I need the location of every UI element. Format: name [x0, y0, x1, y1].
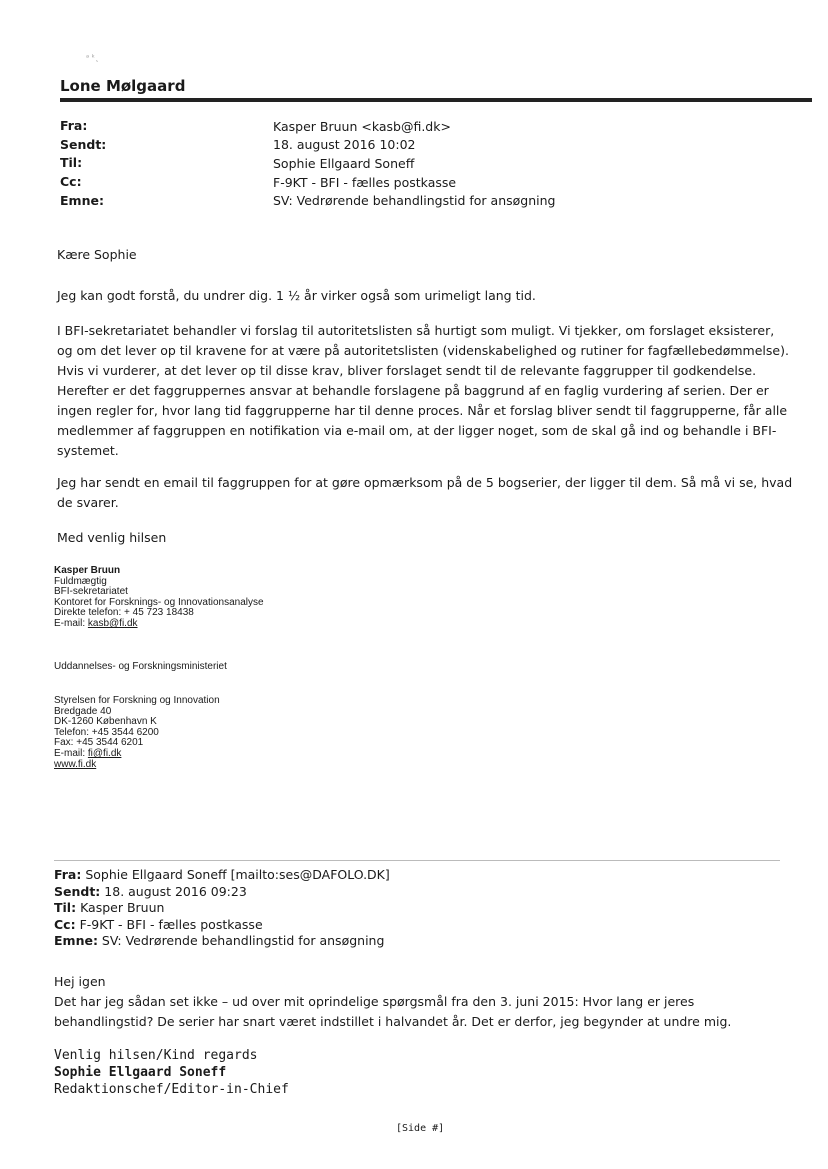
- signature-email-label: E-mail:: [54, 617, 88, 629]
- header-rule: [60, 98, 812, 102]
- paragraph-1: Jeg kan godt forstå, du undrer dig. 1 ½ år virker også som urimeligt lang tid.: [57, 288, 536, 303]
- agency-email-link[interactable]: fi@fi.dk: [87, 747, 122, 759]
- paragraph-2-line: Herefter er det faggruppernes ansvar at behandle forslagene på baggrund af en faglig vurdering af serien. Der er: [57, 383, 769, 398]
- agency-website-link[interactable]: www.fi.dk: [54, 758, 97, 770]
- paragraph-3: [57, 473, 797, 513]
- fwd-cc-value: F-9KT - BFI - fælles postkasse: [75, 916, 263, 932]
- fwd-body-line: Det har jeg sådan set ikke – ud over mit oprindelige spørgsmål fra den 3. juni 2015: Hvor lang er jeres: [54, 994, 695, 1009]
- fwd-subject-value: SV: Vedrørende behandlingstid for ansøgning: [97, 933, 385, 949]
- paragraph-3-line: Jeg har sendt en email til faggruppen for at gøre opmærksom på de 5 bogserier, der ligger til dem. Så må vi se, hvad: [57, 475, 793, 490]
- paragraph-3-line: de svarer.: [57, 495, 119, 510]
- signature-name: Kasper Bruun: [54, 565, 121, 576]
- fwd-sent-line: [54, 884, 390, 901]
- fwd-greeting: Hej igen: [54, 974, 106, 989]
- forwarded-body: [54, 972, 731, 1032]
- paragraph-2-line: og om det lever op til kravene for at være på autoritetslisten (videnskabelighed og rutiner for fagfællebedømmelse).: [57, 343, 789, 358]
- paragraph-2-line: ingen regler for, hvor lang tid faggrupperne har til denne proces. Når et forslag bliver sendt til faggrupperne, får alle: [57, 403, 788, 418]
- fwd-sent-value: 18. august 2016 09:23: [100, 883, 247, 899]
- signoff: Med venlig hilsen: [57, 530, 167, 545]
- fwd-to-label: Til:: [54, 900, 77, 916]
- agency-block: [54, 696, 220, 770]
- subject-label: Emne:: [60, 193, 104, 208]
- agency-telephone: Telefon: +45 3544 6200: [54, 726, 159, 738]
- paragraph-2: [57, 321, 797, 461]
- cc-value: F-9KT - BFI - fælles postkasse: [273, 175, 457, 190]
- greeting: Kære Sophie: [57, 247, 137, 262]
- agency-fax: Fax: +45 3544 6201: [54, 737, 144, 749]
- agency-city: DK-1260 København K: [54, 716, 157, 728]
- paragraph-2-line: medlemmer af faggruppen en notifikation via e-mail om, at der ligger noget, som de skal gå ind og behandle i BFI-: [57, 423, 777, 438]
- fwd-closing-title: Redaktionschef/Editor-in-Chief: [54, 1082, 289, 1097]
- mailbox-owner-name: Lone Mølgaard: [60, 77, 186, 95]
- from-label: Fra:: [60, 118, 88, 133]
- fwd-cc-label: Cc:: [54, 916, 76, 932]
- signature-title: Fuldmægtig: [54, 575, 107, 587]
- signature-office: Kontoret for Forsknings- og Innovationsanalyse: [54, 596, 264, 608]
- fwd-cc-line: [54, 917, 390, 934]
- fwd-from-line: [54, 867, 390, 884]
- forwarded-header: [54, 867, 390, 950]
- sent-value: 18. august 2016 10:02: [273, 137, 416, 152]
- to-value: Sophie Ellgaard Soneff: [273, 156, 415, 171]
- subject-value: SV: Vedrørende behandlingstid for ansøgning: [273, 193, 556, 208]
- from-value: Kasper Bruun <kasb@fi.dk>: [273, 119, 451, 134]
- signature-email-line: [54, 619, 264, 630]
- page-footer: [Side #]: [396, 1123, 445, 1134]
- paragraph-2-line: I BFI-sekretariatet behandler vi forslag til autoritetslisten så hurtigt som muligt. Vi tjekker, om forslaget eksisterer,: [57, 323, 775, 338]
- fwd-subject-line: [54, 933, 390, 950]
- signature-unit: BFI-sekretariatet: [54, 586, 128, 598]
- fwd-from-label: Fra:: [54, 867, 82, 882]
- agency-street: Bredgade 40: [54, 705, 112, 717]
- fwd-to-value: Kasper Bruun: [76, 900, 165, 916]
- to-label: Til:: [60, 155, 83, 170]
- fwd-closing: Venlig hilsen/Kind regards: [54, 1048, 258, 1063]
- signature-block: [54, 566, 264, 630]
- fwd-sent-label: Sendt:: [54, 883, 101, 899]
- signature-phone: Direkte telefon: + 45 723 18438: [54, 607, 194, 619]
- forwarded-closing: [54, 1047, 289, 1098]
- sent-label: Sendt:: [60, 137, 107, 152]
- ministry-name: Uddannelses- og Forskningsministeriet: [54, 661, 227, 672]
- forward-divider: [54, 860, 780, 861]
- fwd-from-value: Sophie Ellgaard Soneff [mailto:ses@DAFOLO.DK]: [81, 867, 390, 882]
- agency-email-label: E-mail:: [54, 747, 88, 759]
- fwd-closing-name: Sophie Ellgaard Soneff: [54, 1065, 227, 1080]
- paragraph-2-line: systemet.: [57, 443, 119, 458]
- agency-name: Styrelsen for Forskning og Innovation: [54, 695, 220, 706]
- fwd-to-line: [54, 900, 390, 917]
- cc-label: Cc:: [60, 174, 82, 189]
- paragraph-2-line: Hvis vi vurderer, at det lever op til disse krav, bliver forslaget sendt til de relevante faggrupper til godkendelse.: [57, 363, 757, 378]
- agency-email-line: [54, 749, 220, 760]
- scan-mark: ᵃ ᵏ˛: [86, 53, 100, 62]
- fwd-subject-label: Emne:: [54, 933, 98, 949]
- fwd-body-line: behandlingstid? De serier har snart været indstillet i halvandet år. Det er derfor, jeg begynder at undre mig.: [54, 1014, 732, 1029]
- signature-email-link[interactable]: kasb@fi.dk: [87, 617, 138, 629]
